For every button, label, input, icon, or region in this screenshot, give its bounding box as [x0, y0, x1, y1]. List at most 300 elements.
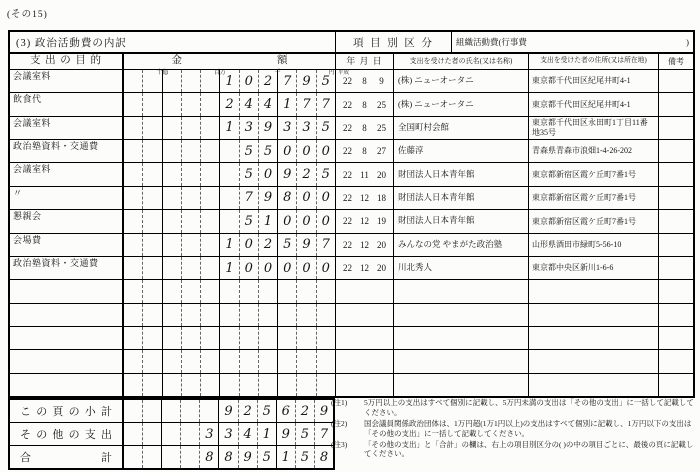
amount-digit-cell: 0 — [316, 257, 335, 279]
date-month: 8 — [362, 122, 367, 133]
amount-digit-cell: 9 — [314, 400, 333, 422]
date-cell — [335, 304, 393, 326]
amount-digit-cell: 0 — [277, 140, 296, 162]
amount-digit-cell: 1 — [277, 93, 296, 115]
date-cell — [335, 234, 393, 256]
footnote-3 — [331, 440, 696, 460]
amount-digit-cell — [316, 374, 335, 396]
amount-digit-cell: 3 — [199, 423, 218, 445]
purpose-cell — [10, 304, 122, 326]
amount-digit-cell: 3 — [218, 423, 237, 445]
amount-digit-cell: 9 — [238, 446, 257, 468]
category-value-cell — [451, 32, 693, 52]
amount-digit-cell — [200, 117, 219, 139]
col-header-amount — [122, 54, 335, 69]
payee-address-cell — [528, 327, 658, 349]
amount-digit-cell — [124, 234, 142, 256]
amount-digit-cell — [316, 304, 335, 326]
summary-amount-grid — [122, 446, 333, 468]
summary-label-text: 合 計 — [20, 452, 112, 464]
amount-digit-cell: 5 — [239, 210, 258, 232]
purpose-cell — [10, 350, 122, 372]
amount-digit-cell — [124, 257, 142, 279]
amount-digit-cell — [180, 423, 199, 445]
amount-digit-cell — [124, 163, 142, 185]
summary-row-other-expenses — [10, 423, 333, 446]
amount-digit-cell: 5 — [257, 400, 276, 422]
amount-digit-cell — [219, 304, 238, 326]
amount-digit-cell — [162, 374, 181, 396]
amount-digit-cell — [181, 234, 200, 256]
amount-digit-cell — [142, 234, 161, 256]
amount-digit-cell — [258, 327, 277, 349]
amount-digit-cell: 5 — [295, 446, 314, 468]
amount-digit-cell: 1 — [258, 210, 277, 232]
date-year: 22 — [343, 169, 352, 180]
amount-digit-cell — [162, 350, 181, 372]
amount-digit-cell: 1 — [276, 446, 295, 468]
amount-digit-cell: 0 — [296, 210, 315, 232]
amount-digit-cell — [181, 257, 200, 279]
summary-amount-grid — [122, 400, 333, 422]
amount-digit-cell — [142, 446, 161, 468]
purpose-cell — [10, 280, 122, 302]
amount-digit-cell — [239, 304, 258, 326]
amount-digit-cell — [258, 374, 277, 396]
amount-digit-cell — [296, 374, 315, 396]
footnote-text: 「その他の支出」と「合計」の欄は、右上の項目別区分の( )の中の項目ごとに、最後の頁に記載してください。 — [364, 439, 694, 459]
purpose-cell: 会議室料 — [13, 164, 52, 175]
date-day: 25 — [377, 99, 386, 110]
amount-digit-cell — [161, 423, 180, 445]
amount-digit-cell — [124, 446, 142, 468]
amount-digit-cell — [200, 187, 219, 209]
amount-digit-cell — [258, 350, 277, 372]
category-value: 組織活動費(行事費 — [456, 37, 527, 47]
amount-digit-cell — [124, 327, 142, 349]
amount-digit-cell — [142, 374, 161, 396]
date-year: 22 — [343, 192, 352, 203]
amount-digit-cell: 7 — [277, 70, 296, 92]
expense-row — [10, 234, 693, 257]
amount-digit-cell: 0 — [239, 70, 258, 92]
amount-digit-cell — [277, 280, 296, 302]
amount-digit-cell: 5 — [316, 117, 335, 139]
amount-digit-cell — [124, 117, 142, 139]
purpose-cell — [10, 374, 122, 396]
footnote-text: 5万円以上の支出はすべて個別に記載し、5万円未満の支出は「その他の支出」に一括して記載してください。 — [364, 398, 694, 417]
amount-digit-cell — [142, 117, 161, 139]
amount-digit-cell — [142, 70, 161, 92]
payee-address-cell: 青森県青森市浪畑1-4-26-202 — [528, 140, 658, 162]
date-cell — [335, 140, 393, 162]
amount-digit-cell — [181, 117, 200, 139]
purpose-cell: 会議室料 — [13, 71, 52, 81]
amount-grid — [122, 140, 335, 162]
amount-digit-cell — [124, 400, 142, 422]
purpose-cell — [10, 327, 122, 349]
amount-digit-cell: 2 — [258, 234, 277, 256]
amount-digit-cell — [162, 280, 181, 302]
amount-digit-cell — [200, 304, 219, 326]
amount-digit-cell — [296, 304, 315, 326]
amount-digit-cell — [200, 163, 219, 185]
summary-label — [10, 400, 122, 422]
payee-name-cell: 財団法人日本青年館 — [393, 210, 528, 232]
amount-digit-cell — [239, 374, 258, 396]
expense-row — [10, 350, 693, 373]
remarks-cell — [658, 234, 693, 256]
amount-grid — [122, 210, 335, 232]
amount-digit-cell — [181, 187, 200, 209]
amount-digit-cell — [219, 210, 238, 232]
amount-digit-cell: 5 — [239, 163, 258, 185]
amount-digit-cell — [124, 187, 142, 209]
date-day: 20 — [377, 263, 386, 274]
footnote-2 — [331, 419, 696, 439]
amount-digit-cell — [142, 400, 161, 422]
amount-digit-cell — [180, 400, 199, 422]
amount-digit-cell — [142, 304, 161, 326]
unit-marker: 十億 — [156, 70, 169, 76]
date-day: 25 — [377, 122, 386, 133]
amount-digit-cell: 3 — [296, 117, 315, 139]
amount-digit-cell — [239, 350, 258, 372]
amount-digit-cell: 5 — [316, 163, 335, 185]
purpose-cell: 会場費 — [13, 234, 42, 245]
expense-row — [10, 140, 693, 163]
amount-digit-cell: 7 — [314, 423, 333, 445]
amount-digit-cell — [142, 280, 161, 302]
amount-grid — [122, 304, 335, 326]
amount-digit-cell: 4 — [239, 93, 258, 115]
amount-grid — [122, 163, 335, 185]
amount-digit-cell: 5 — [257, 446, 276, 468]
date-cell — [335, 117, 393, 139]
col-header-remarks: 備考 — [658, 54, 693, 69]
amount-digit-cell — [124, 93, 142, 115]
payee-name-cell — [393, 304, 528, 326]
date-year: 22 — [343, 76, 352, 87]
amount-digit-cell — [162, 70, 181, 92]
amount-digit-cell — [142, 187, 161, 209]
payee-name-cell — [393, 374, 528, 396]
payee-address-cell: 東京都千代田区紀尾井町4-1 — [528, 70, 658, 92]
payee-name-cell — [393, 350, 528, 372]
date-month: 11 — [360, 169, 369, 180]
amount-digit-cell: 5 — [295, 423, 314, 445]
amount-digit-cell — [296, 327, 315, 349]
amount-digit-cell — [162, 257, 181, 279]
expense-row — [10, 117, 693, 140]
amount-grid — [122, 70, 335, 92]
amount-digit-cell: 3 — [239, 117, 258, 139]
amount-digit-cell — [200, 93, 219, 115]
amount-digit-cell: 2 — [295, 400, 314, 422]
purpose-cell: 会議室料 — [13, 117, 52, 128]
amount-digit-cell — [162, 163, 181, 185]
table-header-row-2 — [10, 54, 693, 70]
amount-digit-cell: 7 — [316, 93, 335, 115]
payee-name-cell: 全国町村会館 — [393, 117, 528, 139]
amount-digit-cell — [277, 327, 296, 349]
amount-digit-cell — [316, 280, 335, 302]
remarks-cell — [658, 280, 693, 302]
amount-digit-cell — [277, 374, 296, 396]
amount-digit-cell — [258, 280, 277, 302]
amount-digit-cell — [219, 350, 238, 372]
amount-grid — [122, 280, 335, 302]
date-cell — [335, 350, 393, 372]
payee-name-cell: (株) ニューオータニ — [393, 93, 528, 115]
payee-address-cell: 東京都中央区新川1-6-6 — [528, 257, 658, 279]
footnote-number: (注1) — [331, 398, 348, 407]
amount-digit-cell — [181, 163, 200, 185]
date-cell — [335, 374, 393, 396]
summary-label-text: この頁の小計 — [20, 406, 112, 418]
amount-digit-cell: 9 — [258, 117, 277, 139]
amount-digit-cell: 9 — [258, 187, 277, 209]
amount-digit-cell — [219, 374, 238, 396]
date-cell — [335, 163, 393, 185]
unit-marker: 百万 — [213, 70, 226, 76]
amount-digit-cell — [142, 327, 161, 349]
amount-digit-cell: 9 — [218, 400, 237, 422]
amount-digit-cell: 0 — [258, 257, 277, 279]
amount-digit-cell — [162, 304, 181, 326]
amount-digit-cell: 2 — [258, 70, 277, 92]
expense-row — [10, 304, 693, 327]
category-close-paren: ) — [686, 37, 689, 47]
footnotes — [331, 398, 696, 460]
amount-digit-cell — [181, 374, 200, 396]
amount-digit-cell — [142, 210, 161, 232]
amount-digit-cell — [180, 446, 199, 468]
amount-digit-cell — [316, 350, 335, 372]
purpose-cell: 政治塾資料・交通費 — [13, 141, 99, 152]
amount-digit-cell — [200, 210, 219, 232]
date-year: 22 — [343, 122, 352, 133]
amount-digit-cell: 9 — [296, 70, 315, 92]
amount-digit-cell: 0 — [296, 140, 315, 162]
amount-digit-cell — [181, 93, 200, 115]
date-year: 22 — [343, 216, 352, 227]
amount-gaku-char: 額 — [277, 55, 288, 67]
amount-digit-cell — [162, 93, 181, 115]
date-cell — [335, 210, 393, 232]
remarks-cell — [658, 117, 693, 139]
amount-grid — [122, 257, 335, 279]
amount-digit-cell — [296, 280, 315, 302]
amount-digit-cell — [200, 140, 219, 162]
date-cell — [335, 257, 393, 279]
date-month: 12 — [360, 216, 369, 227]
date-day: 19 — [377, 216, 386, 227]
amount-digit-cell — [200, 234, 219, 256]
amount-digit-cell: 0 — [258, 163, 277, 185]
amount-digit-cell — [219, 327, 238, 349]
remarks-cell — [658, 350, 693, 372]
expense-row — [10, 70, 693, 93]
amount-digit-cell: 4 — [238, 423, 257, 445]
amount-digit-cell — [162, 117, 181, 139]
amount-digit-cell — [181, 304, 200, 326]
expense-breakdown-table — [8, 30, 695, 398]
amount-digit-cell — [200, 70, 219, 92]
amount-digit-cell: 8 — [199, 446, 218, 468]
footnote-number: (注2) — [331, 418, 348, 428]
remarks-cell — [658, 140, 693, 162]
remarks-cell — [658, 210, 693, 232]
amount-digit-cell — [161, 446, 180, 468]
date-year: 22 — [343, 146, 352, 157]
amount-digit-cell: 0 — [239, 257, 258, 279]
amount-digit-cell: 5 — [316, 70, 335, 92]
remarks-cell — [658, 304, 693, 326]
amount-digit-cell — [219, 280, 238, 302]
amount-grid — [122, 117, 335, 139]
amount-digit-cell: 5 — [239, 140, 258, 162]
amount-digit-cell — [124, 140, 142, 162]
payee-name-cell — [393, 327, 528, 349]
amount-digit-cell: 2 — [219, 93, 238, 115]
payee-address-cell: 東京都千代田区紀尾井町4-1 — [528, 93, 658, 115]
era-label: 平成 — [338, 70, 350, 76]
date-month: 8 — [362, 76, 367, 87]
col-header-purpose: 支 出 の 目 的 — [30, 55, 102, 67]
amount-digit-cell — [161, 400, 180, 422]
summary-label-text: その他の支出 — [20, 429, 112, 441]
remarks-cell — [658, 374, 693, 396]
amount-digit-cell: 5 — [258, 140, 277, 162]
summary-row-page-subtotal — [10, 400, 333, 423]
col-header-date: 年 月 日 — [335, 54, 393, 69]
col-header-payee-name: 支出を受けた者の氏名(又は名称) — [393, 54, 528, 69]
amount-grid — [122, 327, 335, 349]
amount-digit-cell — [162, 210, 181, 232]
summary-label — [10, 423, 122, 445]
payee-name-cell: 財団法人日本青年館 — [393, 163, 528, 185]
amount-digit-cell — [181, 327, 200, 349]
amount-digit-cell — [239, 327, 258, 349]
amount-digit-cell: 1 — [219, 70, 238, 92]
summary-label — [10, 446, 122, 468]
summary-amount-grid — [122, 423, 333, 445]
expense-row — [10, 163, 693, 186]
date-cell — [335, 93, 393, 115]
amount-digit-cell: 7 — [296, 93, 315, 115]
remarks-cell — [658, 187, 693, 209]
amount-kin-char: 金 — [171, 55, 182, 67]
expense-row — [10, 374, 693, 396]
amount-digit-cell — [142, 423, 161, 445]
amount-digit-cell — [200, 280, 219, 302]
remarks-cell — [658, 93, 693, 115]
purpose-cell: 懇親会 — [13, 211, 42, 222]
table-title: (3) 政治活動費の内訳 — [16, 37, 127, 49]
amount-digit-cell: 7 — [239, 187, 258, 209]
expense-rows — [10, 70, 693, 396]
date-year: 22 — [343, 239, 352, 250]
purpose-cell: 政治塾資料・交通費 — [13, 257, 99, 268]
purpose-cell: 飲食代 — [13, 94, 42, 105]
amount-digit-cell — [181, 140, 200, 162]
date-month: 8 — [362, 99, 367, 110]
payee-name-cell: (株) ニューオータニ — [393, 70, 528, 92]
summary-table — [8, 398, 335, 470]
date-cell — [335, 187, 393, 209]
amount-grid — [122, 187, 335, 209]
expense-row — [10, 257, 693, 280]
summary-row-total — [10, 446, 333, 468]
amount-grid — [122, 93, 335, 115]
amount-digit-cell — [124, 374, 142, 396]
amount-digit-cell — [124, 280, 142, 302]
amount-digit-cell — [200, 374, 219, 396]
amount-digit-cell: 1 — [219, 257, 238, 279]
amount-digit-cell: 1 — [219, 117, 238, 139]
amount-digit-cell: 1 — [219, 234, 238, 256]
amount-digit-cell — [162, 327, 181, 349]
amount-digit-cell — [258, 304, 277, 326]
date-year: 22 — [343, 99, 352, 110]
date-month: 8 — [362, 146, 367, 157]
date-day: 20 — [377, 169, 386, 180]
expense-row — [10, 280, 693, 303]
date-cell — [335, 327, 393, 349]
footnote-1 — [331, 398, 696, 418]
expense-row — [10, 93, 693, 116]
payee-address-cell: 山形県酒田市緑町5-56-10 — [528, 234, 658, 256]
amount-digit-cell — [162, 234, 181, 256]
amount-digit-cell: 0 — [239, 234, 258, 256]
date-cell — [335, 70, 393, 92]
payee-name-cell: みんなの党 やまがた政治塾 — [393, 234, 528, 256]
amount-digit-cell — [219, 140, 238, 162]
amount-digit-cell — [181, 350, 200, 372]
category-type-header: 項 目 別 区 分 — [335, 32, 451, 52]
unit-marker: 円 — [328, 70, 335, 76]
amount-digit-cell: 8 — [314, 446, 333, 468]
amount-digit-cell — [142, 163, 161, 185]
date-day: 27 — [377, 146, 386, 157]
date-month: 12 — [360, 239, 369, 250]
payee-name-cell: 川北秀人 — [393, 257, 528, 279]
amount-digit-cell: 0 — [316, 210, 335, 232]
amount-digit-cell: 0 — [296, 187, 315, 209]
amount-digit-cell: 0 — [316, 187, 335, 209]
amount-digit-cell — [142, 257, 161, 279]
payee-address-cell: 東京都新宿区霞ケ丘町7番1号 — [528, 187, 658, 209]
table-header-row-1 — [10, 32, 693, 54]
amount-digit-cell — [277, 304, 296, 326]
amount-digit-cell: 3 — [277, 117, 296, 139]
date-day: 9 — [379, 76, 384, 87]
unit-marker: 千 — [274, 70, 281, 76]
amount-digit-cell — [181, 210, 200, 232]
expense-row — [10, 327, 693, 350]
amount-digit-cell: 4 — [258, 93, 277, 115]
amount-digit-cell — [124, 210, 142, 232]
amount-digit-cell — [142, 140, 161, 162]
expense-row — [10, 187, 693, 210]
amount-digit-cell: 0 — [296, 257, 315, 279]
amount-digit-cell: 8 — [218, 446, 237, 468]
amount-digit-cell: 9 — [277, 163, 296, 185]
amount-digit-cell — [296, 350, 315, 372]
amount-digit-cell — [200, 350, 219, 372]
payee-address-cell — [528, 304, 658, 326]
